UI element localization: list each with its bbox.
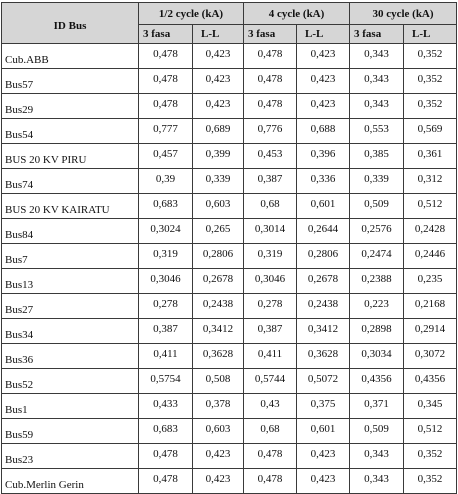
value-cell: 0,385 (350, 144, 404, 169)
value-cell: 0,478 (244, 69, 297, 94)
value-cell: 0,5744 (244, 369, 297, 394)
value-cell: 0,478 (139, 469, 193, 494)
value-cell: 0,39 (139, 169, 193, 194)
table-row (2, 44, 457, 69)
table-row (2, 169, 457, 194)
table-header (2, 3, 457, 44)
value-cell: 0,343 (350, 444, 404, 469)
bus-id-cell: Bus13 (2, 269, 139, 294)
value-cell: 0,319 (139, 244, 193, 269)
value-cell: 0,478 (244, 94, 297, 119)
value-cell: 0,343 (350, 44, 404, 69)
table-row (2, 94, 457, 119)
value-cell: 0,352 (404, 44, 457, 69)
value-cell: 0,319 (244, 244, 297, 269)
value-cell: 0,603 (193, 194, 244, 219)
table-row (2, 119, 457, 144)
value-cell: 0,683 (139, 419, 193, 444)
bus-id-cell: Cub.Merlin Gerin (2, 469, 139, 494)
value-cell: 0,396 (297, 144, 350, 169)
value-cell: 0,3628 (193, 344, 244, 369)
value-cell: 0,387 (139, 319, 193, 344)
value-cell: 0,688 (297, 119, 350, 144)
value-cell: 0,689 (193, 119, 244, 144)
value-cell: 0,387 (244, 169, 297, 194)
short-circuit-table (1, 2, 457, 494)
bus-id-cell: Bus36 (2, 344, 139, 369)
value-cell: 0,312 (404, 169, 457, 194)
table-row (2, 394, 457, 419)
value-cell: 0,352 (404, 469, 457, 494)
bus-id-cell: Bus54 (2, 119, 139, 144)
value-cell: 0,478 (139, 94, 193, 119)
value-cell: 0,509 (350, 194, 404, 219)
value-cell: 0,512 (404, 419, 457, 444)
value-cell: 0,265 (193, 219, 244, 244)
value-cell: 0,3412 (193, 319, 244, 344)
value-cell: 0,423 (193, 444, 244, 469)
value-cell: 0,423 (193, 44, 244, 69)
value-cell: 0,68 (244, 419, 297, 444)
value-cell: 0,4356 (404, 369, 457, 394)
value-cell: 0,2644 (297, 219, 350, 244)
value-cell: 0,2428 (404, 219, 457, 244)
table-row (2, 319, 457, 344)
table-row (2, 419, 457, 444)
value-cell: 0,3046 (244, 269, 297, 294)
value-cell: 0,2806 (193, 244, 244, 269)
bus-id-cell: Bus84 (2, 219, 139, 244)
value-cell: 0,2438 (297, 294, 350, 319)
table-row (2, 369, 457, 394)
value-cell: 0,423 (297, 444, 350, 469)
subheader-3-fasa: 3 fasa (139, 25, 193, 44)
value-cell: 0,453 (244, 144, 297, 169)
bus-id-cell: Bus59 (2, 419, 139, 444)
subheader-3-fasa: 3 fasa (244, 25, 297, 44)
value-cell: 0,776 (244, 119, 297, 144)
value-cell: 0,2678 (193, 269, 244, 294)
value-cell: 0,411 (244, 344, 297, 369)
value-cell: 0,478 (139, 44, 193, 69)
value-cell: 0,2438 (193, 294, 244, 319)
value-cell: 0,336 (297, 169, 350, 194)
value-cell: 0,457 (139, 144, 193, 169)
value-cell: 0,2474 (350, 244, 404, 269)
value-cell: 0,553 (350, 119, 404, 144)
value-cell: 0,2576 (350, 219, 404, 244)
value-cell: 0,2806 (297, 244, 350, 269)
value-cell: 0,339 (193, 169, 244, 194)
value-cell: 0,2898 (350, 319, 404, 344)
value-cell: 0,339 (350, 169, 404, 194)
value-cell: 0,423 (297, 44, 350, 69)
value-cell: 0,352 (404, 94, 457, 119)
value-cell: 0,423 (193, 469, 244, 494)
value-cell: 0,478 (139, 444, 193, 469)
bus-id-cell: Bus57 (2, 69, 139, 94)
table-row (2, 194, 457, 219)
value-cell: 0,278 (139, 294, 193, 319)
value-cell: 0,375 (297, 394, 350, 419)
value-cell: 0,508 (193, 369, 244, 394)
value-cell: 0,423 (297, 94, 350, 119)
value-cell: 0,352 (404, 444, 457, 469)
bus-id-cell: Bus23 (2, 444, 139, 469)
table-body (2, 44, 457, 494)
bus-id-cell: Bus27 (2, 294, 139, 319)
table-row (2, 469, 457, 494)
value-cell: 0,2678 (297, 269, 350, 294)
value-cell: 0,352 (404, 69, 457, 94)
bus-id-cell: Bus74 (2, 169, 139, 194)
group-header-30-cycle: 30 cycle (kA) (350, 3, 457, 25)
value-cell: 0,601 (297, 419, 350, 444)
subheader-l-l: L-L (193, 25, 244, 44)
id-bus-header: ID Bus (2, 3, 139, 44)
value-cell: 0,371 (350, 394, 404, 419)
value-cell: 0,43 (244, 394, 297, 419)
bus-id-cell: Bus1 (2, 394, 139, 419)
table-row (2, 294, 457, 319)
value-cell: 0,512 (404, 194, 457, 219)
value-cell: 0,343 (350, 469, 404, 494)
value-cell: 0,3024 (139, 219, 193, 244)
bus-id-cell: BUS 20 KV PIRU (2, 144, 139, 169)
value-cell: 0,411 (139, 344, 193, 369)
value-cell: 0,378 (193, 394, 244, 419)
table-row (2, 444, 457, 469)
bus-id-cell: Bus52 (2, 369, 139, 394)
value-cell: 0,478 (244, 444, 297, 469)
value-cell: 0,361 (404, 144, 457, 169)
value-cell: 0,603 (193, 419, 244, 444)
table-row (2, 69, 457, 94)
value-cell: 0,509 (350, 419, 404, 444)
table-row (2, 144, 457, 169)
value-cell: 0,601 (297, 194, 350, 219)
value-cell: 0,2914 (404, 319, 457, 344)
subheader-l-l: L-L (404, 25, 457, 44)
value-cell: 0,478 (244, 44, 297, 69)
value-cell: 0,5072 (297, 369, 350, 394)
value-cell: 0,423 (297, 69, 350, 94)
value-cell: 0,777 (139, 119, 193, 144)
value-cell: 0,223 (350, 294, 404, 319)
value-cell: 0,423 (193, 94, 244, 119)
bus-id-cell: Bus7 (2, 244, 139, 269)
bus-id-cell: BUS 20 KV KAIRATU (2, 194, 139, 219)
value-cell: 0,68 (244, 194, 297, 219)
value-cell: 0,399 (193, 144, 244, 169)
bus-id-cell: Bus34 (2, 319, 139, 344)
group-header-4-cycle: 4 cycle (kA) (244, 3, 350, 25)
value-cell: 0,5754 (139, 369, 193, 394)
bus-id-cell: Bus29 (2, 94, 139, 119)
table-row (2, 344, 457, 369)
table-row (2, 244, 457, 269)
subheader-l-l: L-L (297, 25, 350, 44)
value-cell: 0,3412 (297, 319, 350, 344)
value-cell: 0,2446 (404, 244, 457, 269)
value-cell: 0,569 (404, 119, 457, 144)
value-cell: 0,423 (193, 69, 244, 94)
value-cell: 0,3034 (350, 344, 404, 369)
bus-id-cell: Cub.ABB (2, 44, 139, 69)
value-cell: 0,278 (244, 294, 297, 319)
value-cell: 0,478 (139, 69, 193, 94)
value-cell: 0,3628 (297, 344, 350, 369)
value-cell: 0,683 (139, 194, 193, 219)
value-cell: 0,3072 (404, 344, 457, 369)
table-row (2, 269, 457, 294)
value-cell: 0,3046 (139, 269, 193, 294)
value-cell: 0,423 (297, 469, 350, 494)
value-cell: 0,2388 (350, 269, 404, 294)
subheader-3-fasa: 3 fasa (350, 25, 404, 44)
value-cell: 0,2168 (404, 294, 457, 319)
table-row (2, 219, 457, 244)
value-cell: 0,343 (350, 94, 404, 119)
value-cell: 0,3014 (244, 219, 297, 244)
value-cell: 0,343 (350, 69, 404, 94)
header-row-groups (2, 3, 457, 25)
value-cell: 0,387 (244, 319, 297, 344)
value-cell: 0,235 (404, 269, 457, 294)
value-cell: 0,345 (404, 394, 457, 419)
group-header-half-cycle: 1/2 cycle (kA) (139, 3, 244, 25)
value-cell: 0,433 (139, 394, 193, 419)
value-cell: 0,478 (244, 469, 297, 494)
value-cell: 0,4356 (350, 369, 404, 394)
